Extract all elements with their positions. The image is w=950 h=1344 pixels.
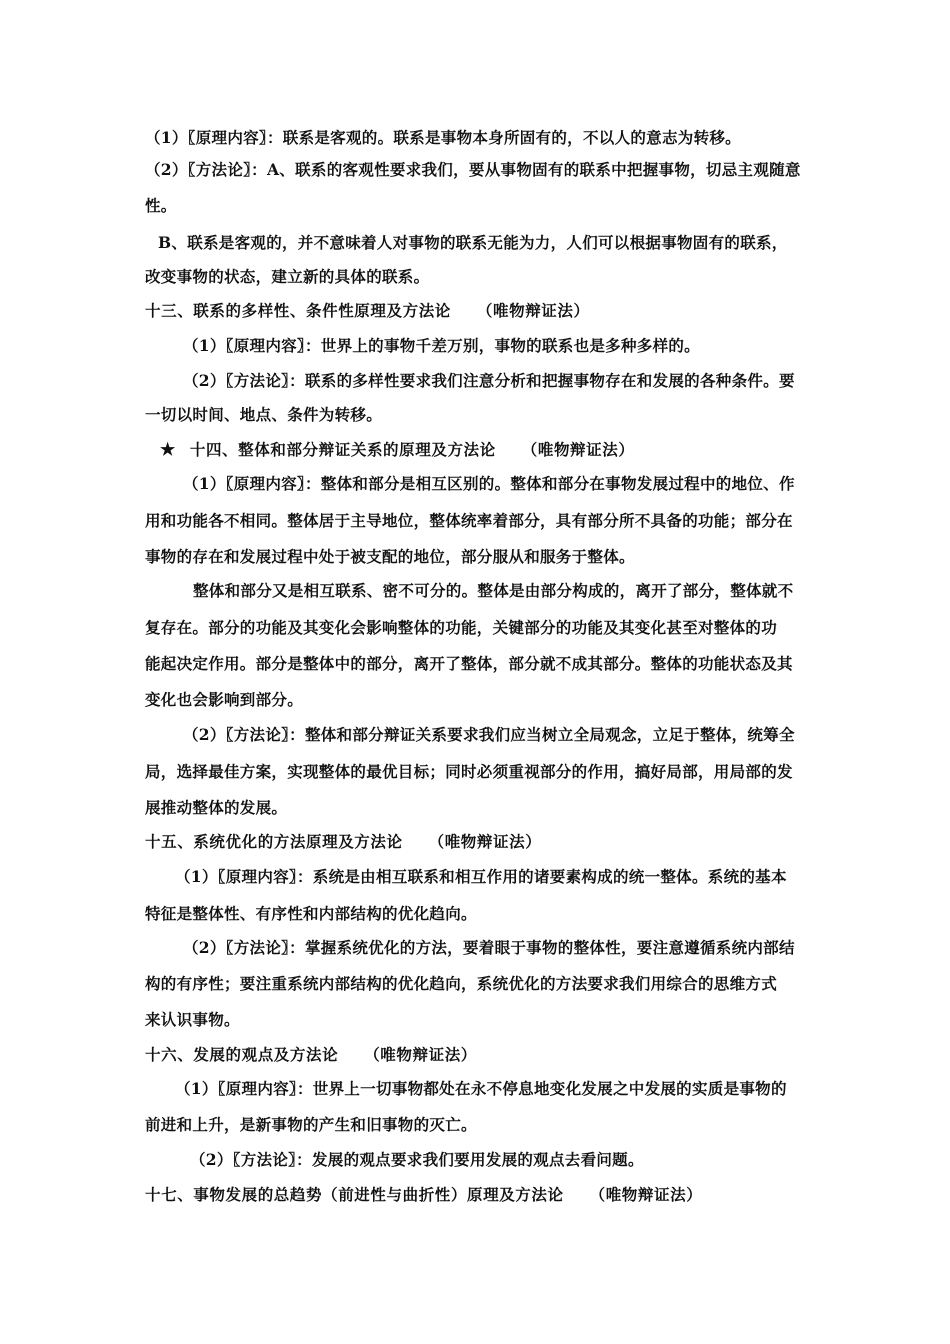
paragraph-line: （1）〖原理内容〗：世界上一切事物都处在永不停息地变化发展之中发展的实质是事物的: [175, 1079, 787, 1098]
section-school-tag: （唯物辩证法）: [521, 440, 635, 459]
paragraph-line: （1）〖原理内容〗：世界上的事物千差万别，事物的联系也是多种多样的。: [183, 336, 700, 355]
paragraph-line: 特征是整体性、有序性和内部结构的优化趋向。: [145, 904, 477, 923]
paragraph-line: B、联系是客观的，并不意味着人对事物的联系无能为力，人们可以根据事物固有的联系，: [158, 233, 788, 252]
paragraph-line: 性。: [145, 196, 177, 215]
section-heading: [145, 301, 590, 321]
section-title: 十四、整体和部分辩证关系的原理及方法论: [189, 440, 496, 459]
section-school-tag: （唯物辩证法）: [364, 1045, 477, 1064]
paragraph-line: 前进和上升，是新事物的产生和旧事物的灭亡。: [145, 1115, 477, 1134]
paragraph-line: （1）〖原理内容〗：联系是客观的。联系是事物本身所固有的，不以人的意志为转移。: [145, 128, 741, 147]
section-heading: [145, 1185, 702, 1205]
paragraph-line: 改变事物的状态，建立新的具体的联系。: [145, 267, 430, 286]
paragraph-line: 局，选择最佳方案，实现整体的最优目标；同时必须重视部分的作用，搞好局部，用局部的发: [145, 762, 793, 781]
star-icon: ★: [160, 440, 176, 460]
section-heading: [145, 832, 541, 852]
paragraph-line: （2）〖方法论〗：A、联系的客观性要求我们，要从事物固有的联系中把握事物，切忌主观随意: [145, 160, 801, 179]
section-school-tag: （唯物辩证法）: [476, 301, 590, 320]
section-heading: [145, 1045, 477, 1065]
paragraph-line: 变化也会影响到部分。: [145, 690, 304, 709]
paragraph-line: 事物的存在和发展过程中处于被支配的地位，部分服从和服务于整体。: [145, 547, 635, 566]
paragraph-line: 构的有序性；要注重系统内部结构的优化趋向，系统优化的方法要求我们用综合的思维方式: [145, 974, 778, 993]
paragraph-line: （1）〖原理内容〗：整体和部分是相互区别的。整体和部分在事物发展过程中的地位、作: [183, 474, 795, 493]
paragraph-line: 一切以时间、地点、条件为转移。: [145, 405, 383, 424]
paragraph-line: 用和功能各不相同。整体居于主导地位，整体统率着部分，具有部分所不具备的功能；部分在: [145, 511, 793, 530]
section-school-tag: （唯物辩证法）: [428, 832, 542, 851]
paragraph-line: 展推动整体的发展。: [145, 798, 288, 817]
section-heading: [160, 440, 634, 460]
paragraph-line: 复存在。部分的功能及其变化会影响整体的功能，关键部分的功能及其变化甚至对整体的功: [145, 618, 778, 637]
section-school-tag: （唯物辩证法）: [589, 1185, 703, 1204]
paragraph-line: 来认识事物。: [145, 1010, 240, 1029]
paragraph-line: （2）〖方法论〗：联系的多样性要求我们注意分析和把握事物存在和发展的各种条件。要: [183, 371, 795, 390]
paragraph-line: （2）〖方法论〗：整体和部分辩证关系要求我们应当树立全局观念，立足于整体，统筹全: [183, 725, 795, 744]
paragraph-line: （2）〖方法论〗：发展的观点要求我们要用发展的观点去看问题。: [190, 1150, 644, 1169]
paragraph-line: （2）〖方法论〗：掌握系统优化的方法，要着眼于事物的整体性，要注意遵循系统内部结: [183, 938, 795, 957]
section-title: 十五、系统优化的方法原理及方法论: [145, 832, 403, 851]
paragraph-line: （1）〖原理内容〗：系统是由相互联系和相互作用的诸要素构成的统一整体。系统的基本: [175, 867, 787, 886]
section-title: 十七、事物发展的总趋势（前进性与曲折性）原理及方法论: [145, 1185, 564, 1204]
section-title: 十六、发展的观点及方法论: [145, 1045, 339, 1064]
section-title: 十三、联系的多样性、条件性原理及方法论: [145, 301, 451, 320]
paragraph-line: 能起决定作用。部分是整体中的部分，离开了整体，部分就不成其部分。整体的功能状态及其: [145, 654, 793, 673]
paragraph-line: 整体和部分又是相互联系、密不可分的。整体是由部分构成的，离开了部分，整体就不: [193, 581, 794, 600]
